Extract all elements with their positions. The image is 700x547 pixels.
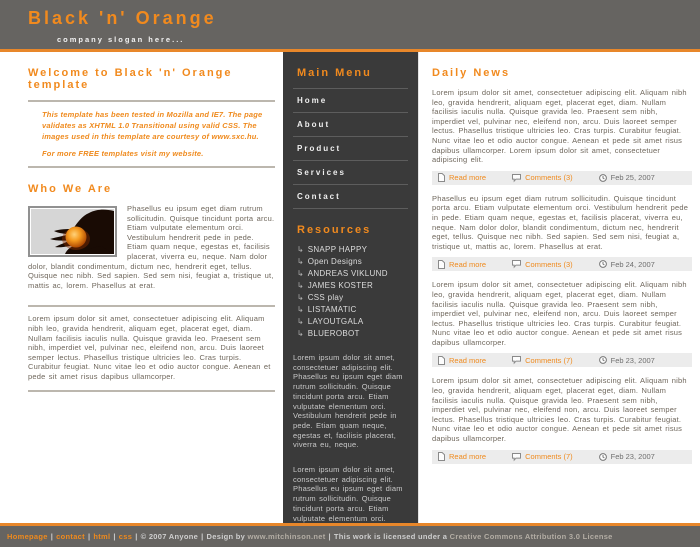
content-columns — [0, 52, 700, 523]
about-paragraph-2: Lorem ipsum dolor sit amet, consectetuer adipiscing elit. Aliquam nibh leo, gravida hendrerit, aliquam eget, placerat eget, diam. Nullam facilisis iaculis nulla. Quisque gravida leo. Praesent sem nibh, imperdiet vel, pulvinar nec, eleifend non, arcu. Duis laoreet semper lectus. Phasellus tristique ultricies leo. Cras turpis. Curabitur feugiat. Nunc vitae leo et odio auctor congue. Aenean et pede sit amet risus dapibus ullamcorper. — [28, 314, 271, 381]
footer-link-html[interactable]: html — [93, 532, 111, 542]
comments-link[interactable] — [512, 452, 573, 461]
clock-icon — [599, 260, 607, 268]
clock-icon — [599, 174, 607, 182]
news-date — [599, 356, 655, 365]
menu-item-product[interactable]: Product — [297, 144, 342, 153]
resource-link-james-koster[interactable]: JAMES KOSTER — [307, 281, 374, 290]
intro-note: This template has been tested in Mozilla and IE7. The page validates as XHTML 1.0 Transitional using valid CSS. The images used in this template are courtesy of www.sxc.hu. — [42, 110, 263, 141]
resources-list — [297, 245, 408, 338]
arrow-icon: ↳ — [297, 293, 304, 302]
comments-label: Comments (7) — [525, 452, 573, 462]
news-item — [432, 280, 692, 367]
date-label: Feb 23, 2007 — [610, 355, 655, 365]
site-footer — [0, 523, 700, 547]
hand-photo — [28, 206, 117, 257]
menu-item — [293, 185, 408, 209]
read-more-link[interactable] — [438, 173, 486, 182]
comments-icon — [512, 260, 521, 268]
resource-link-css-play[interactable]: CSS play — [307, 293, 344, 302]
read-more-label: Read more — [449, 355, 487, 365]
news-body: Lorem ipsum dolor sit amet, consectetuer adipiscing elit. Aliquam nibh leo, gravida hendrerit, aliquam eget, placerat eget, diam. Nullam facilisis iaculis nulla. Quisque gravida leo. Praesent sem nibh, imperdiet vel, pulvinar nec, eleifend non, arcu. Duis laoreet semper lectus. Phasellus tristique ultricies leo. Cras turpis. Curabitur feugiat. Nunc vitae leo et odio auctor congue. Aenean et pede sit amet risus dapibus ullamcorper. — [432, 280, 687, 347]
divider — [28, 166, 275, 168]
main-menu — [293, 88, 408, 209]
resource-link-andreas-viklund[interactable]: ANDREAS VIKLUND — [307, 269, 388, 278]
site-header — [0, 0, 700, 52]
news-item — [432, 194, 692, 272]
comments-label: Comments (3) — [525, 259, 573, 269]
arrow-icon: ↳ — [297, 257, 304, 266]
hand-photo-image — [31, 209, 114, 254]
comments-link[interactable] — [512, 173, 573, 182]
intro-note-2: For more FREE templates visit my website. — [42, 149, 204, 158]
resource-item — [297, 257, 408, 266]
site-slogan: company slogan here... — [57, 35, 185, 44]
comments-link[interactable] — [512, 356, 573, 365]
about-paragraph-1: Phasellus eu ipsum eget diam rutrum sollicitudin. Quisque tincidunt porta arcu. Etiam vulputate elementum orci. Vestibulum hendrerit pede in pede. Etiam quam neque, egestas et, facilisis placerat, viverra eu, neque. Nam dolor dolor, blandit condimentum, dictum nec, hendrerit eget, tellus. Quisque nec nibh. Sed sapien. Sed sem nisi, feugiat a, tristique ut, mattis ac, lorem. Phasellus at erat. — [28, 204, 275, 290]
resource-link-listamatic[interactable]: LISTAMATIC — [307, 305, 357, 314]
date-label: Feb 23, 2007 — [610, 452, 655, 462]
date-label: Feb 24, 2007 — [610, 259, 655, 269]
separator: | — [135, 532, 138, 542]
menu-item — [293, 113, 408, 137]
news-meta-bar — [432, 257, 692, 271]
read-more-link[interactable] — [438, 260, 486, 269]
arrow-icon: ↳ — [297, 317, 304, 326]
resource-link-layoutgala[interactable]: LAYOUTGALA — [307, 317, 364, 326]
arrow-icon: ↳ — [297, 329, 304, 338]
footer-design-by: Design by — [206, 532, 246, 542]
comments-icon — [512, 453, 521, 461]
menu-item — [293, 161, 408, 185]
site-title: Black 'n' Orange — [28, 8, 217, 28]
document-icon — [438, 452, 445, 461]
daily-news-heading: Daily News — [432, 67, 511, 79]
news-body: Lorem ipsum dolor sit amet, consectetuer adipiscing elit. Aliquam nibh leo, gravida hendrerit, aliquam eget, placerat eget, diam. Nullam facilisis iaculis nulla. Quisque gravida leo. Praesent sem nibh, imperdiet vel, pulvinar nec, eleifend non, arcu. Duis laoreet semper lectus. Phasellus tristique ultricies leo. Cras turpis. Curabitur feugiat. Nunc vitae leo et odio auctor congue. Aenean et pede sit amet risus dapibus ullamcorper. Lorem ipsum dolor sit amet, consectetuer adipiscing elit. — [432, 88, 687, 165]
news-body: Lorem ipsum dolor sit amet, consectetuer adipiscing elit. Aliquam nibh leo, gravida hendrerit, aliquam eget, placerat eget, diam. Nullam facilisis iaculis nulla. Quisque gravida leo. Praesent sem nibh, imperdiet vel, pulvinar nec, eleifend non, arcu. Duis laoreet semper lectus. Phasellus tristique ultricies leo. Cras turpis. Curabitur feugiat. Nunc vitae leo et odio auctor congue. Aenean et pede sit amet risus dapibus ullamcorper. — [432, 376, 687, 444]
resource-item — [297, 293, 408, 302]
news-meta-bar — [432, 171, 692, 185]
who-we-are-heading: Who We Are — [28, 183, 113, 195]
separator: | — [50, 532, 54, 542]
document-icon — [438, 356, 445, 365]
resource-item — [297, 329, 408, 338]
resource-item — [297, 317, 408, 326]
document-icon — [438, 173, 445, 182]
read-more-label: Read more — [449, 173, 487, 183]
resource-item — [297, 281, 408, 290]
sidebar-paragraph-2: Lorem ipsum dolor sit amet, consectetuer adipiscing elit. Phasellus eu ipsum eget diam rutrum sollicitudin. Quisque tincidunt porta arcu. Etiam vulputate elementum orci. — [293, 465, 403, 523]
comments-label: Comments (3) — [525, 173, 573, 183]
footer-link-css[interactable]: css — [118, 532, 133, 542]
read-more-label: Read more — [449, 452, 487, 462]
menu-item — [293, 137, 408, 161]
daily-news-column — [418, 52, 700, 523]
resource-item — [297, 305, 408, 314]
document-icon — [438, 260, 445, 269]
footer-license-text: This work is licensed under a — [333, 532, 448, 542]
main-content-column — [0, 52, 283, 523]
resource-item — [297, 245, 408, 254]
divider — [28, 305, 275, 307]
comments-link[interactable] — [512, 260, 573, 269]
welcome-heading: Welcome to Black 'n' Orange template — [28, 67, 233, 91]
news-date — [599, 260, 655, 269]
arrow-icon: ↳ — [297, 305, 304, 314]
news-body: Phasellus eu ipsum eget diam rutrum sollicitudin. Quisque tincidunt porta arcu. Etiam vulputate elementum orci. Vestibulum hendrerit pede in pede. Etiam quam neque, egestas et, facilisis placerat, viverra eu, neque. Nam dolor dolor, blandit condimentum, dictum nec, hendrerit eget, tellus. Quisque nec nibh. Sed sapien. Sed sem nisi, feugiat a, tristique ut, mattis ac, lorem. Phasellus at erat. — [432, 193, 689, 251]
sidebar-paragraph-1: Lorem ipsum dolor sit amet, consectetuer adipiscing elit. Phasellus eu ipsum eget diam rutrum sollicitudin. Quisque tincidunt porta arcu. Etiam vulputate elementum orci. Vestibulum hendrerit pede in pede. Etiam quam neque, egestas et, facilisis placerat, viverra eu, neque. — [293, 353, 403, 450]
menu-column — [283, 52, 418, 523]
comments-icon — [512, 174, 521, 182]
main-menu-heading: Main Menu — [297, 67, 372, 79]
news-item — [432, 376, 692, 463]
separator: | — [113, 532, 116, 542]
news-meta-bar — [432, 450, 692, 464]
resource-item — [297, 269, 408, 278]
read-more-link[interactable] — [438, 452, 486, 461]
menu-item-about[interactable]: About — [297, 120, 331, 129]
separator: | — [328, 532, 331, 542]
footer-link-license[interactable]: Creative Commons Attribution 3.0 License — [449, 532, 613, 542]
separator: | — [87, 532, 91, 542]
resources-heading: Resources — [297, 224, 372, 236]
comments-label: Comments (7) — [525, 355, 573, 365]
clock-icon — [599, 453, 607, 461]
menu-item-services[interactable]: Services — [297, 168, 346, 177]
footer-link-mitchinson[interactable]: www.mitchinson.net — [247, 532, 326, 542]
footer-link-contact[interactable]: contact — [56, 532, 85, 542]
menu-item-home[interactable]: Home — [297, 96, 328, 105]
resource-link-snapp-happy[interactable]: SNAPP HAPPY — [307, 245, 368, 254]
resource-link-open-designs[interactable]: Open Designs — [307, 257, 362, 266]
date-label: Feb 25, 2007 — [610, 173, 655, 183]
divider — [28, 390, 275, 392]
arrow-icon: ↳ — [297, 269, 304, 278]
menu-item-contact[interactable]: Contact — [297, 192, 341, 201]
news-date — [599, 452, 655, 461]
read-more-label: Read more — [449, 259, 487, 269]
news-item — [432, 88, 692, 185]
arrow-icon: ↳ — [297, 281, 304, 290]
divider — [28, 100, 275, 102]
news-date — [599, 173, 655, 182]
resource-link-bluerobot[interactable]: BLUEROBOT — [307, 329, 360, 338]
clock-icon — [599, 356, 607, 364]
footer-copyright: © 2007 Anyone — [140, 532, 199, 542]
comments-icon — [512, 356, 521, 364]
menu-item — [293, 88, 408, 113]
arrow-icon: ↳ — [297, 245, 304, 254]
separator: | — [201, 532, 204, 542]
news-meta-bar — [432, 353, 692, 367]
footer-link-homepage[interactable]: Homepage — [7, 532, 48, 542]
read-more-link[interactable] — [438, 356, 486, 365]
